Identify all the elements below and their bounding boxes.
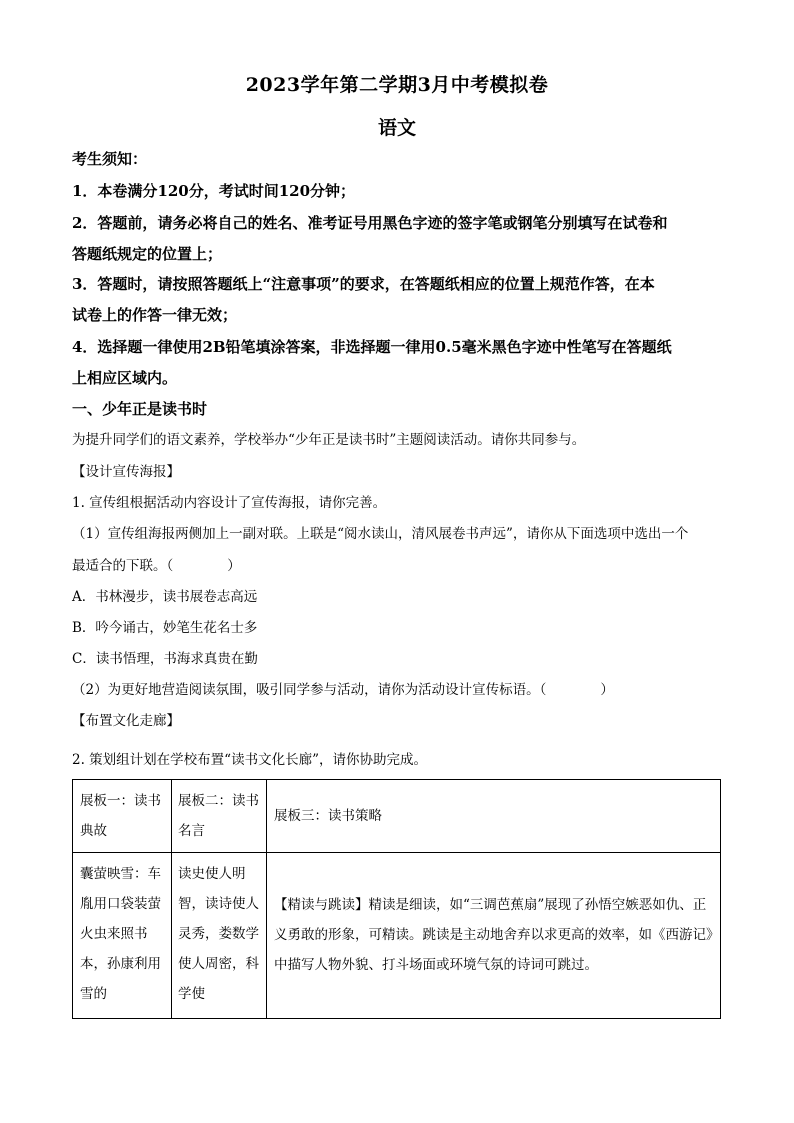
option-c: C．读书悟理，书海求真贵在勤 bbox=[72, 651, 258, 667]
question-1: 1. 宣传组根据活动内容设计了宣传海报，请你完善。 bbox=[72, 495, 387, 511]
table-cell: 囊萤映雪：车胤用口袋装萤火虫来照书本，孙康利用雪的 bbox=[80, 866, 161, 1002]
option-b: B．吟今诵古，妙笔生花名士多 bbox=[72, 620, 258, 636]
table-divider bbox=[171, 780, 172, 1018]
question-1-2: （2）为更好地营造阅读氛围，吸引同学参与活动，请你为活动设计宣传标语。（ ） bbox=[72, 682, 614, 698]
section-intro: 为提升同学们的语文素养，学校举办“少年正是读书时”主题阅读活动。请你共同参与。 bbox=[72, 432, 586, 448]
option-a: A．书林漫步，读书展卷志高远 bbox=[72, 589, 258, 605]
question-1-1: （1）宣传组海报两侧加上一副对联。上联是“阅水读山，清风展卷书声远”，请你从下面选项中选出一个 bbox=[72, 526, 689, 542]
table-header-cell: 展板二：读书名言 bbox=[178, 793, 259, 839]
reading-corridor-table bbox=[72, 779, 721, 1019]
table-divider bbox=[266, 780, 267, 1018]
part-label: 【设计宣传海报】 bbox=[72, 464, 180, 480]
table-cell: 【精读与跳读】精读是细读，如“三调芭蕉扇”展现了孙悟空嫉恶如仇、正义勇敢的形象，可精读。跳读是主动地舍弃以求更高的效率，如《西游记》中描写人物外貌、打斗场面或环境气氛的诗词可跳过。 bbox=[274, 897, 713, 973]
exam-title: 2023学年第二学期3月中考模拟卷 bbox=[245, 74, 549, 96]
notice-item: 2．答题前，请务必将自己的姓名、准考证号用黑色字迹的签字笔或钢笔分别填写在试卷和 bbox=[72, 214, 668, 232]
notice-item: 答题纸规定的位置上； bbox=[72, 245, 223, 263]
notice-item: 1．本卷满分120分，考试时间120分钟； bbox=[72, 182, 356, 200]
table-header-cell: 展板三：读书策略 bbox=[274, 808, 382, 824]
exam-subject: 语文 bbox=[377, 117, 416, 139]
section-heading: 一、少年正是读书时 bbox=[72, 400, 208, 418]
notice-item: 试卷上的作答一律无效； bbox=[72, 306, 238, 324]
notice-heading: 考生须知： bbox=[72, 150, 148, 168]
notice-item: 上相应区域内。 bbox=[72, 369, 178, 387]
question-2: 2. 策划组计划在学校布置“读书文化长廊”，请你协助完成。 bbox=[72, 752, 427, 768]
question-1-1-cont: 最适合的下联。（ ） bbox=[72, 558, 241, 574]
notice-item: 4．选择题一律使用2B铅笔填涂答案，非选择题一律用0.5毫米黑色字迹中性笔写在答题纸 bbox=[72, 338, 672, 356]
table-cell: 读史使人明智，读诗使人灵秀，娄数学使人周密，科学使 bbox=[178, 866, 259, 1002]
table-divider bbox=[73, 852, 720, 853]
table-header-cell: 展板一：读书典故 bbox=[80, 793, 161, 839]
notice-item: 3．答题时，请按照答题纸上“注意事项”的要求，在答题纸相应的位置上规范作答，在本 bbox=[72, 275, 655, 293]
part-label: 【布置文化走廊】 bbox=[72, 713, 180, 729]
